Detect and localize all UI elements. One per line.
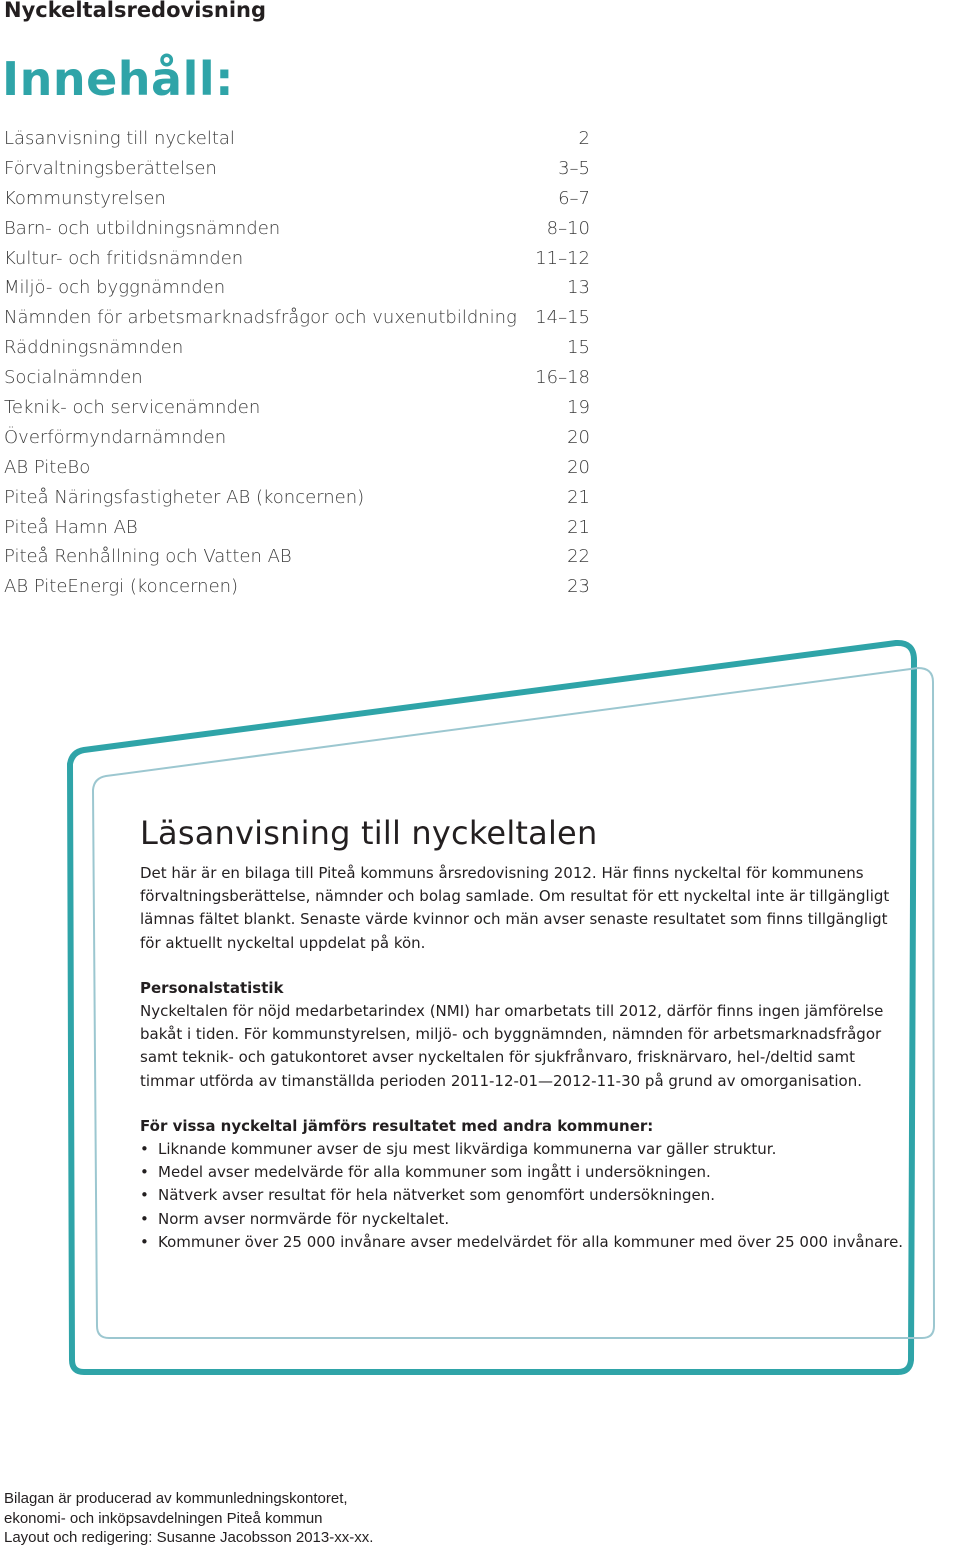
reading-guide-box — [140, 814, 910, 1254]
toc-item-label: Förvaltningsberättelsen — [4, 157, 217, 179]
toc-item-page: 21 — [567, 516, 590, 538]
toc-item-page: 15 — [567, 337, 590, 359]
toc-title: Innehåll: — [2, 52, 235, 106]
toc-item-page: 13 — [567, 277, 590, 299]
footer-line: ekonomi- och inköpsavdelningen Piteå kommun — [4, 1509, 323, 1527]
toc-item-page: 22 — [567, 546, 590, 568]
list-item: • Liknande kommuner avser de sju mest likvärdiga kommunerna var gäller struktur. — [140, 1138, 910, 1161]
footer-line: Layout och redigering: Susanne Jacobsson 2013-xx-xx. — [4, 1529, 374, 1546]
toc-item-page: 19 — [567, 397, 590, 419]
toc-item-label: AB PiteBo — [4, 456, 91, 478]
toc-item-label: Överförmyndarnämnden — [4, 426, 227, 448]
footer-credits — [4, 1489, 373, 1548]
toc-item-label: Kultur- och fritidsnämnden — [4, 247, 244, 269]
toc-item-label: Piteå Näringsfastigheter AB (koncernen) — [4, 486, 365, 508]
toc-item-label: Piteå Hamn AB — [4, 516, 138, 538]
toc-item-label: Läsanvisning till nyckeltal — [4, 128, 235, 149]
toc-item-page: 20 — [567, 426, 590, 448]
toc-item-label: Socialnämnden — [4, 367, 143, 389]
toc-item-label: Teknik- och servicenämnden — [4, 397, 261, 419]
compare-heading: För vissa nyckeltal jämförs resultatet med andra kommuner: — [140, 1116, 654, 1135]
list-item: • Nätverk avser resultat för hela nätverket som genomfört undersökningen. — [140, 1184, 910, 1207]
toc-item-page: 21 — [567, 486, 590, 508]
toc-item-label: Piteå Renhållning och Vatten AB — [4, 546, 292, 568]
box-title: Läsanvisning till nyckeltalen — [140, 814, 598, 852]
toc-item-label: Miljö- och byggnämnden — [4, 277, 226, 299]
document-header: Nyckeltalsredovisning — [4, 0, 267, 22]
toc-item-page: 6–7 — [558, 187, 590, 209]
toc-item-page: 2 — [578, 128, 590, 149]
toc-item-label: Räddningsnämnden — [4, 337, 184, 359]
toc-item-page: 23 — [567, 576, 590, 598]
list-item: • Medel avser medelvärde för alla kommuner som ingått i undersökningen. — [140, 1161, 910, 1184]
toc-item-page: 8–10 — [546, 217, 590, 239]
toc-item-page: 3–5 — [558, 157, 590, 179]
toc-item-label: Barn- och utbildningsnämnden — [4, 217, 281, 239]
toc-item-page: 20 — [567, 456, 590, 478]
personal-paragraph: Nyckeltalen för nöjd medarbetarindex (NMI) har omarbetats till 2012, därför finns ingen jämförelse bakåt i tiden. För kommunstyrelsen, miljö- och byggnämnden, nämnden för arbetsmarknadsfrågor samt teknik- och gatukontoret avser nyckeltalen för sjukfrånvaro, frisknärvaro, hel-/deltid samt timmar utförda av timanställda perioden 2011-12-01—2012-11-30 på grund av omorganisation. — [140, 1002, 884, 1090]
compare-list — [140, 1138, 910, 1254]
personal-heading: Personalstatistik — [140, 978, 284, 997]
toc-item-label: AB PiteEnergi (koncernen) — [4, 576, 239, 598]
toc-item-label: Nämnden för arbetsmarknadsfrågor och vuxenutbildning — [4, 307, 517, 329]
toc-item-page: 14–15 — [535, 307, 590, 329]
toc-item-page: 16–18 — [535, 367, 590, 389]
intro-paragraph: Det här är en bilaga till Piteå kommuns årsredovisning 2012. Här finns nyckeltal för kommunens förvaltningsberättelse, nämnder och bolag samlade. Om resultat för ett nyckeltal inte är tillgängligt lämnas fältet blankt. Senaste värde kvinnor och män avser senaste resultatet som finns tillgängligt för aktuellt nyckeltal uppdelat på kön. — [140, 864, 890, 952]
list-item: • Norm avser normvärde för nyckeltalet. — [140, 1208, 910, 1231]
footer-line: Bilagan är producerad av kommunledningskontoret, — [4, 1490, 348, 1507]
toc-item-page: 11–12 — [535, 247, 590, 269]
toc-item-label: Kommunstyrelsen — [4, 187, 166, 209]
list-item: • Kommuner över 25 000 invånare avser medelvärdet för alla kommuner med över 25 000 invånare. — [140, 1231, 910, 1254]
